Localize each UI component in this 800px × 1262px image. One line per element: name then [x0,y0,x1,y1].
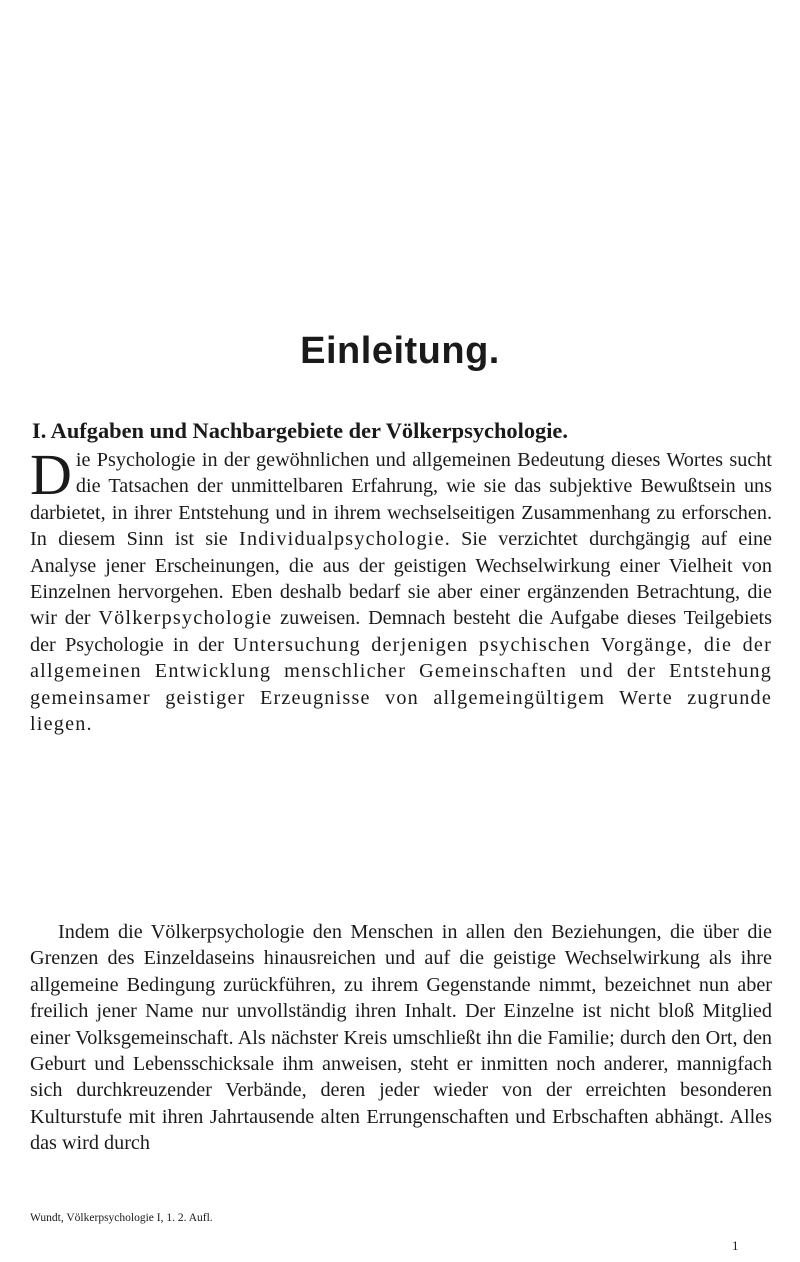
term-definition: Untersuchung derjenigen psychischen Vorgänge, die der allgemeinen Entwicklung menschlicher Gemeinschaften und der Entstehung gemeinsamer geistiger Erzeugnisse von allgemeingültigem Werte zugrunde liegen [30,633,772,736]
chapter-title: Einleitung. [300,330,500,372]
term-individualpsychologie: Individualpsychologie [239,528,445,551]
term-voelkerpsychologie: Völkerpsychologie [98,607,273,630]
paragraph-2: Indem die Völkerpsychologie den Menschen in allen den Beziehungen, die über die Grenzen des Einzeldaseins hinausreichen und auf die geistige Wechselwirkung als ihre allgemeine Bedingung zurückführen, zu ihrem Gegenstande nimmt, bezeichnet nun aber freilich jener Name nur unvollständig ihren Inhalt. Der Einzelne ist nicht bloß Mitglied einer Volksgemeinschaft. Als nächster Kreis umschließt ihn die Familie; durch den Ort, den Geburt und Lebensschicksale ihm anweisen, steht er inmitten noch anderer, mannigfach sich durchkreuzender Verbände, deren jeder wieder von der erreichten besonderen Kulturstufe mit ihren Jahrtausende alten Errungenschaften und Erbschaften abhängt. Alles das wird durch [30,921,772,1155]
page-number: 1 [732,1238,739,1253]
paragraph-1-text-d: . [86,713,92,736]
paragraph-1-text-c: zuweisen. Demnach besteht die Aufgabe dieses Teilgebiets der Psychologie in der [30,607,772,656]
paragraph-1-text-a: ie Psychologie in der gewöhnlichen und allgemeinen Bedeutung dieses Wortes sucht die Tatsachen der unmittelbaren Erfahrung, wie sie das subjektive Bewußtsein uns darbietet, in ihrer Entstehung und in ihrem wechselseitigen Zusammenhang zu erforschen. In diesem Sinn ist sie [30,449,772,551]
paragraph-1-text-b: . Sie verzichtet durchgängig auf eine Analyse jener Erscheinungen, die aus der geistigen Wechselwirkung einer Vielheit von Einzelnen hervorgehen. Eben deshalb bedarf sie aber einer ergänzenden Betrachtung, die wir der [30,528,772,630]
section-heading: I. Aufgaben und Nachbargebiete der Völkerpsychologie. [32,418,568,443]
paragraph-1 [30,442,772,737]
footnote: Wundt, Völkerpsychologie I, 1. 2. Aufl. [30,1212,213,1224]
drop-cap: D [30,442,72,507]
